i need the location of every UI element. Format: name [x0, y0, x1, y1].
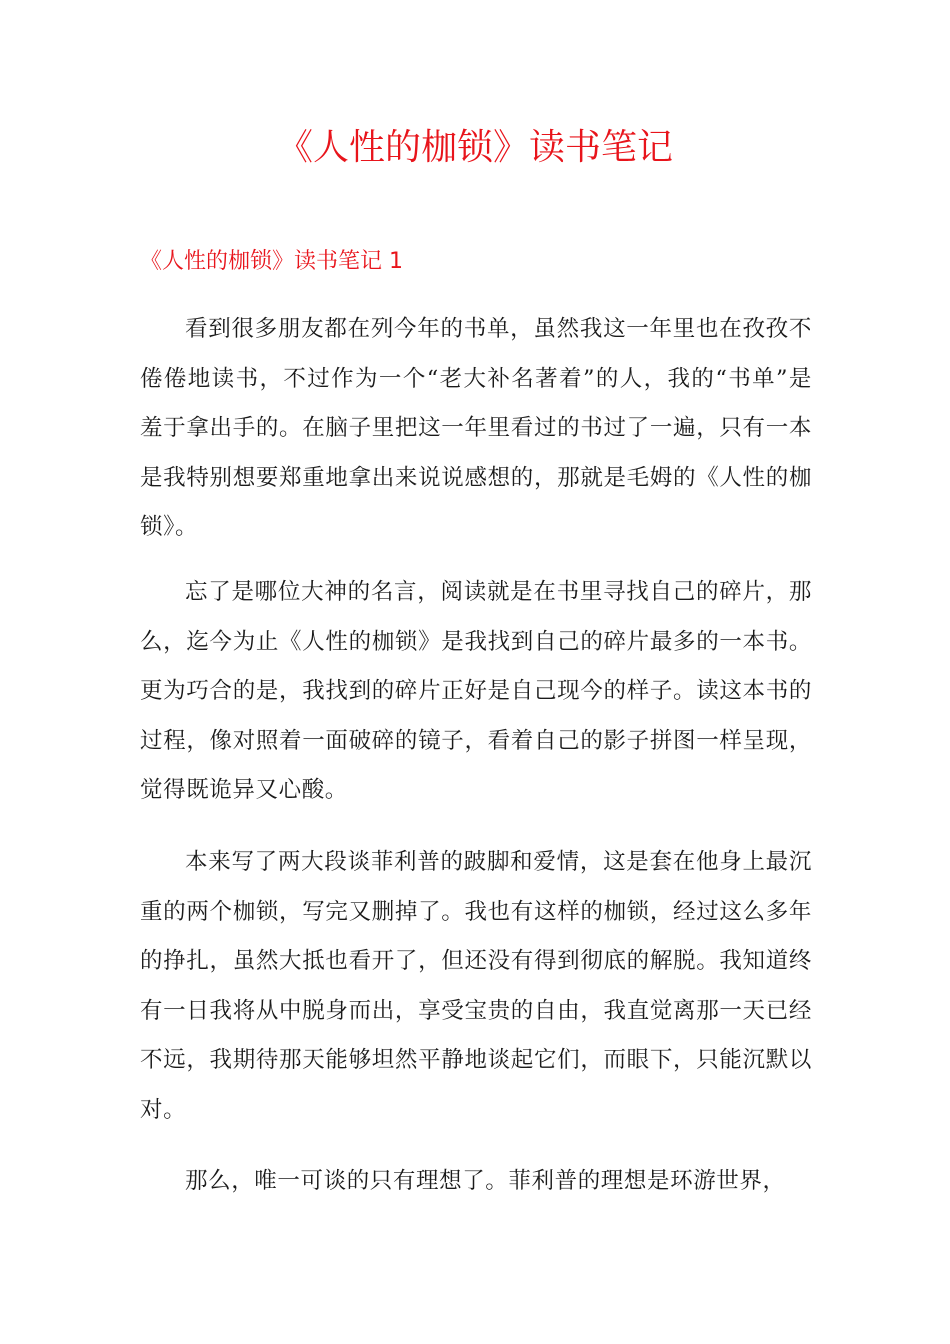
paragraph-2: 忘了是哪位大神的名言，阅读就是在书里寻找自己的碎片，那么，迄今为止《人性的枷锁》是我找到自己的碎片最多的一本书。更为巧合的是，我找到的碎片正好是自己现今的样子。读这本书的过程，像对照着一面破碎的镜子，看着自己的影子拼图一样呈现，觉得既诡异又心酸。 — [140, 579, 812, 803]
paragraph-4: 那么，唯一可谈的只有理想了。菲利普的理想是环游世界， — [185, 1168, 786, 1194]
paragraph-3: 本来写了两大段谈菲利普的跛脚和爱情，这是套在他身上最沉重的两个枷锁，写完又删掉了。我也有这样的枷锁，经过这么多年的挣扎，虽然大抵也看开了，但还没有得到彻底的解脱。我知道终有一日我将从中脱身而出，享受宝贵的自由，我直觉离那一天已经不远，我期待那天能够坦然平静地谈起它们，而眼下，只能沉默以对。 — [140, 849, 812, 1123]
section-heading: 《人性的枷锁》读书笔记 1 — [140, 249, 403, 274]
paragraph-1: 看到很多朋友都在列今年的书单，虽然我这一年里也在孜孜不倦倦地读书，不过作为一个“老大补名著着”的人，我的“书单”是羞于拿出手的。在脑子里把这一年里看过的书过了一遍，只有一本是我特别想要郑重地拿出来说说感想的，那就是毛姆的《人性的枷锁》。 — [140, 316, 812, 540]
document-title: 《人性的枷锁》读书笔记 — [276, 127, 673, 168]
